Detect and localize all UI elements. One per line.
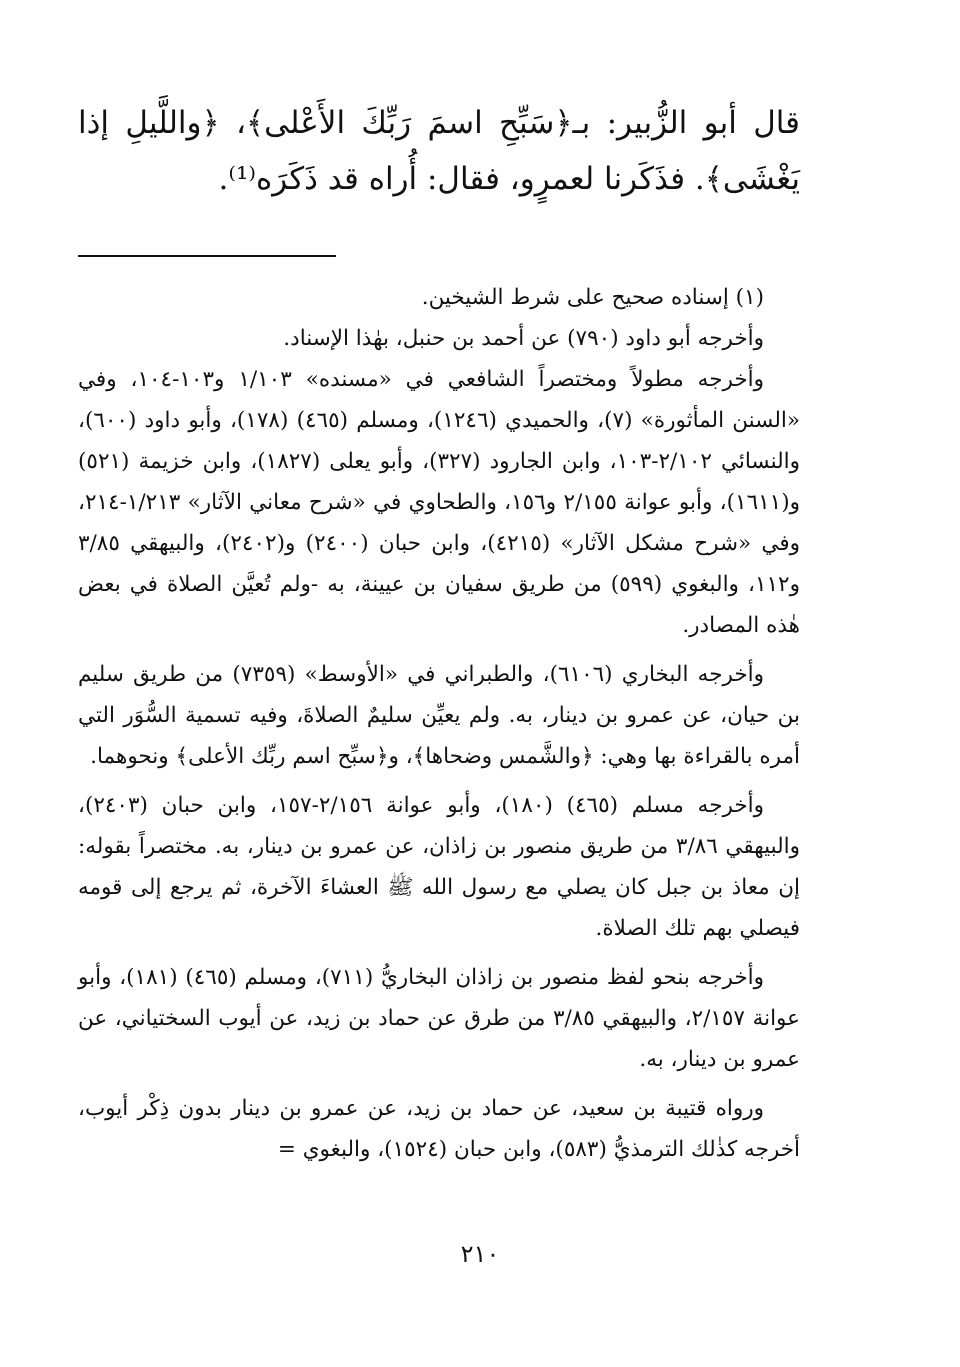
footnote-paragraph: وأخرجه بنحو لفظ منصور بن زاذان البخاريُّ (٧١١)، ومسلم (٤٦٥) (١٨١)، وأبو عوانة ٢/١٥٧، والبيهقي ٣/٨٥ من طرق عن حماد بن زيد، عن أيوب السختياني، عن عمرو بن دينار، به.: [78, 965, 800, 1072]
footnote-paragraph: وأخرجه البخاري (٦١٠٦)، والطبراني في «الأوسط» (٧٣٥٩) من طريق سليم بن حيان، عن عمرو بن دينار، به. ولم يعيِّن سليمٌ الصلاةَ، وفيه تسمية السُّوَر التي أمره بالقراءة بها وهي: ﴿والشَّمس وضحاها﴾، و﴿سبِّح اسم ربِّك الأعلى﴾ ونحوهما.: [78, 662, 800, 769]
footnote-separator-wrap: [78, 207, 800, 277]
main-text: قال أبو الزُّبير: بـ﴿سَبِّحِ اسمَ رَبِّكَ الأَعْلى﴾، ﴿واللَّيلِ إذا يَغْشَى﴾. فذَكَرنا لعمرٍو، فقال: أُراه قد ذَكَرَه⁽¹⁾.: [78, 105, 800, 197]
footnote-paragraph: وأخرجه مسلم (٤٦٥) (١٨٠)، وأبو عوانة ٢/١٥٦-١٥٧، وابن حبان (٢٤٠٣)، والبيهقي ٣/٨٦ من طريق منصور بن زاذان، عن عمرو بن دينار، به. مختصراً بقوله: إن معاذ بن جبل كان يصلي مع رسول الله ﷺ العشاءَ الآخرة، ثم يرجع إلى قومه فيصلي بهم تلك الصلاة.: [78, 793, 800, 941]
footnote-paragraph: ورواه قتيبة بن سعيد، عن حماد بن زيد، عن عمرو بن دينار بدون ذِكْر أيوب، أخرجه كذٰلك الترمذيُّ (٥٨٣)، وابن حبان (١٥٢٤)، والبغوي =: [78, 1096, 800, 1162]
page-body: [78, 95, 800, 1178]
footnote-paragraph: (١) إسناده صحيح على شرط الشيخين.: [421, 285, 764, 310]
footnote-separator: [78, 255, 336, 257]
footnote-paragraph: وأخرجه أبو داود (٧٩٠) عن أحمد بن حنبل، بهٰذا الإسناد.: [283, 326, 764, 351]
page-number: ٢١٠: [460, 1240, 500, 1268]
footnote-paragraph: وأخرجه مطولاً ومختصراً الشافعي في «مسنده» ١/١٠٣ و١٠٣-١٠٤، وفي «السنن المأثورة» (٧)، والحميدي (١٢٤٦)، ومسلم (٤٦٥) (١٧٨)، وأبو داود (٦٠٠)، والنسائي ٢/١٠٢-١٠٣، وابن الجارود (٣٢٧)، وأبو يعلى (١٨٢٧)، وابن خزيمة (٥٢١) و(١٦١١)، وأبو عوانة ٢/١٥٥ و١٥٦، والطحاوي في «شرح معاني الآثار» ١/٢١٣-٢١٤، وفي «شرح مشكل الآثار» (٤٢١٥)، وابن حبان (٢٤٠٠) و(٢٤٠٢)، والبيهقي ٣/٨٥ و١١٢، والبغوي (٥٩٩) من طريق سفيان بن عيينة، به -ولم تُعيَّن الصلاة في بعض هٰذه المصادر.: [78, 367, 801, 638]
footnotes: [78, 277, 800, 1170]
